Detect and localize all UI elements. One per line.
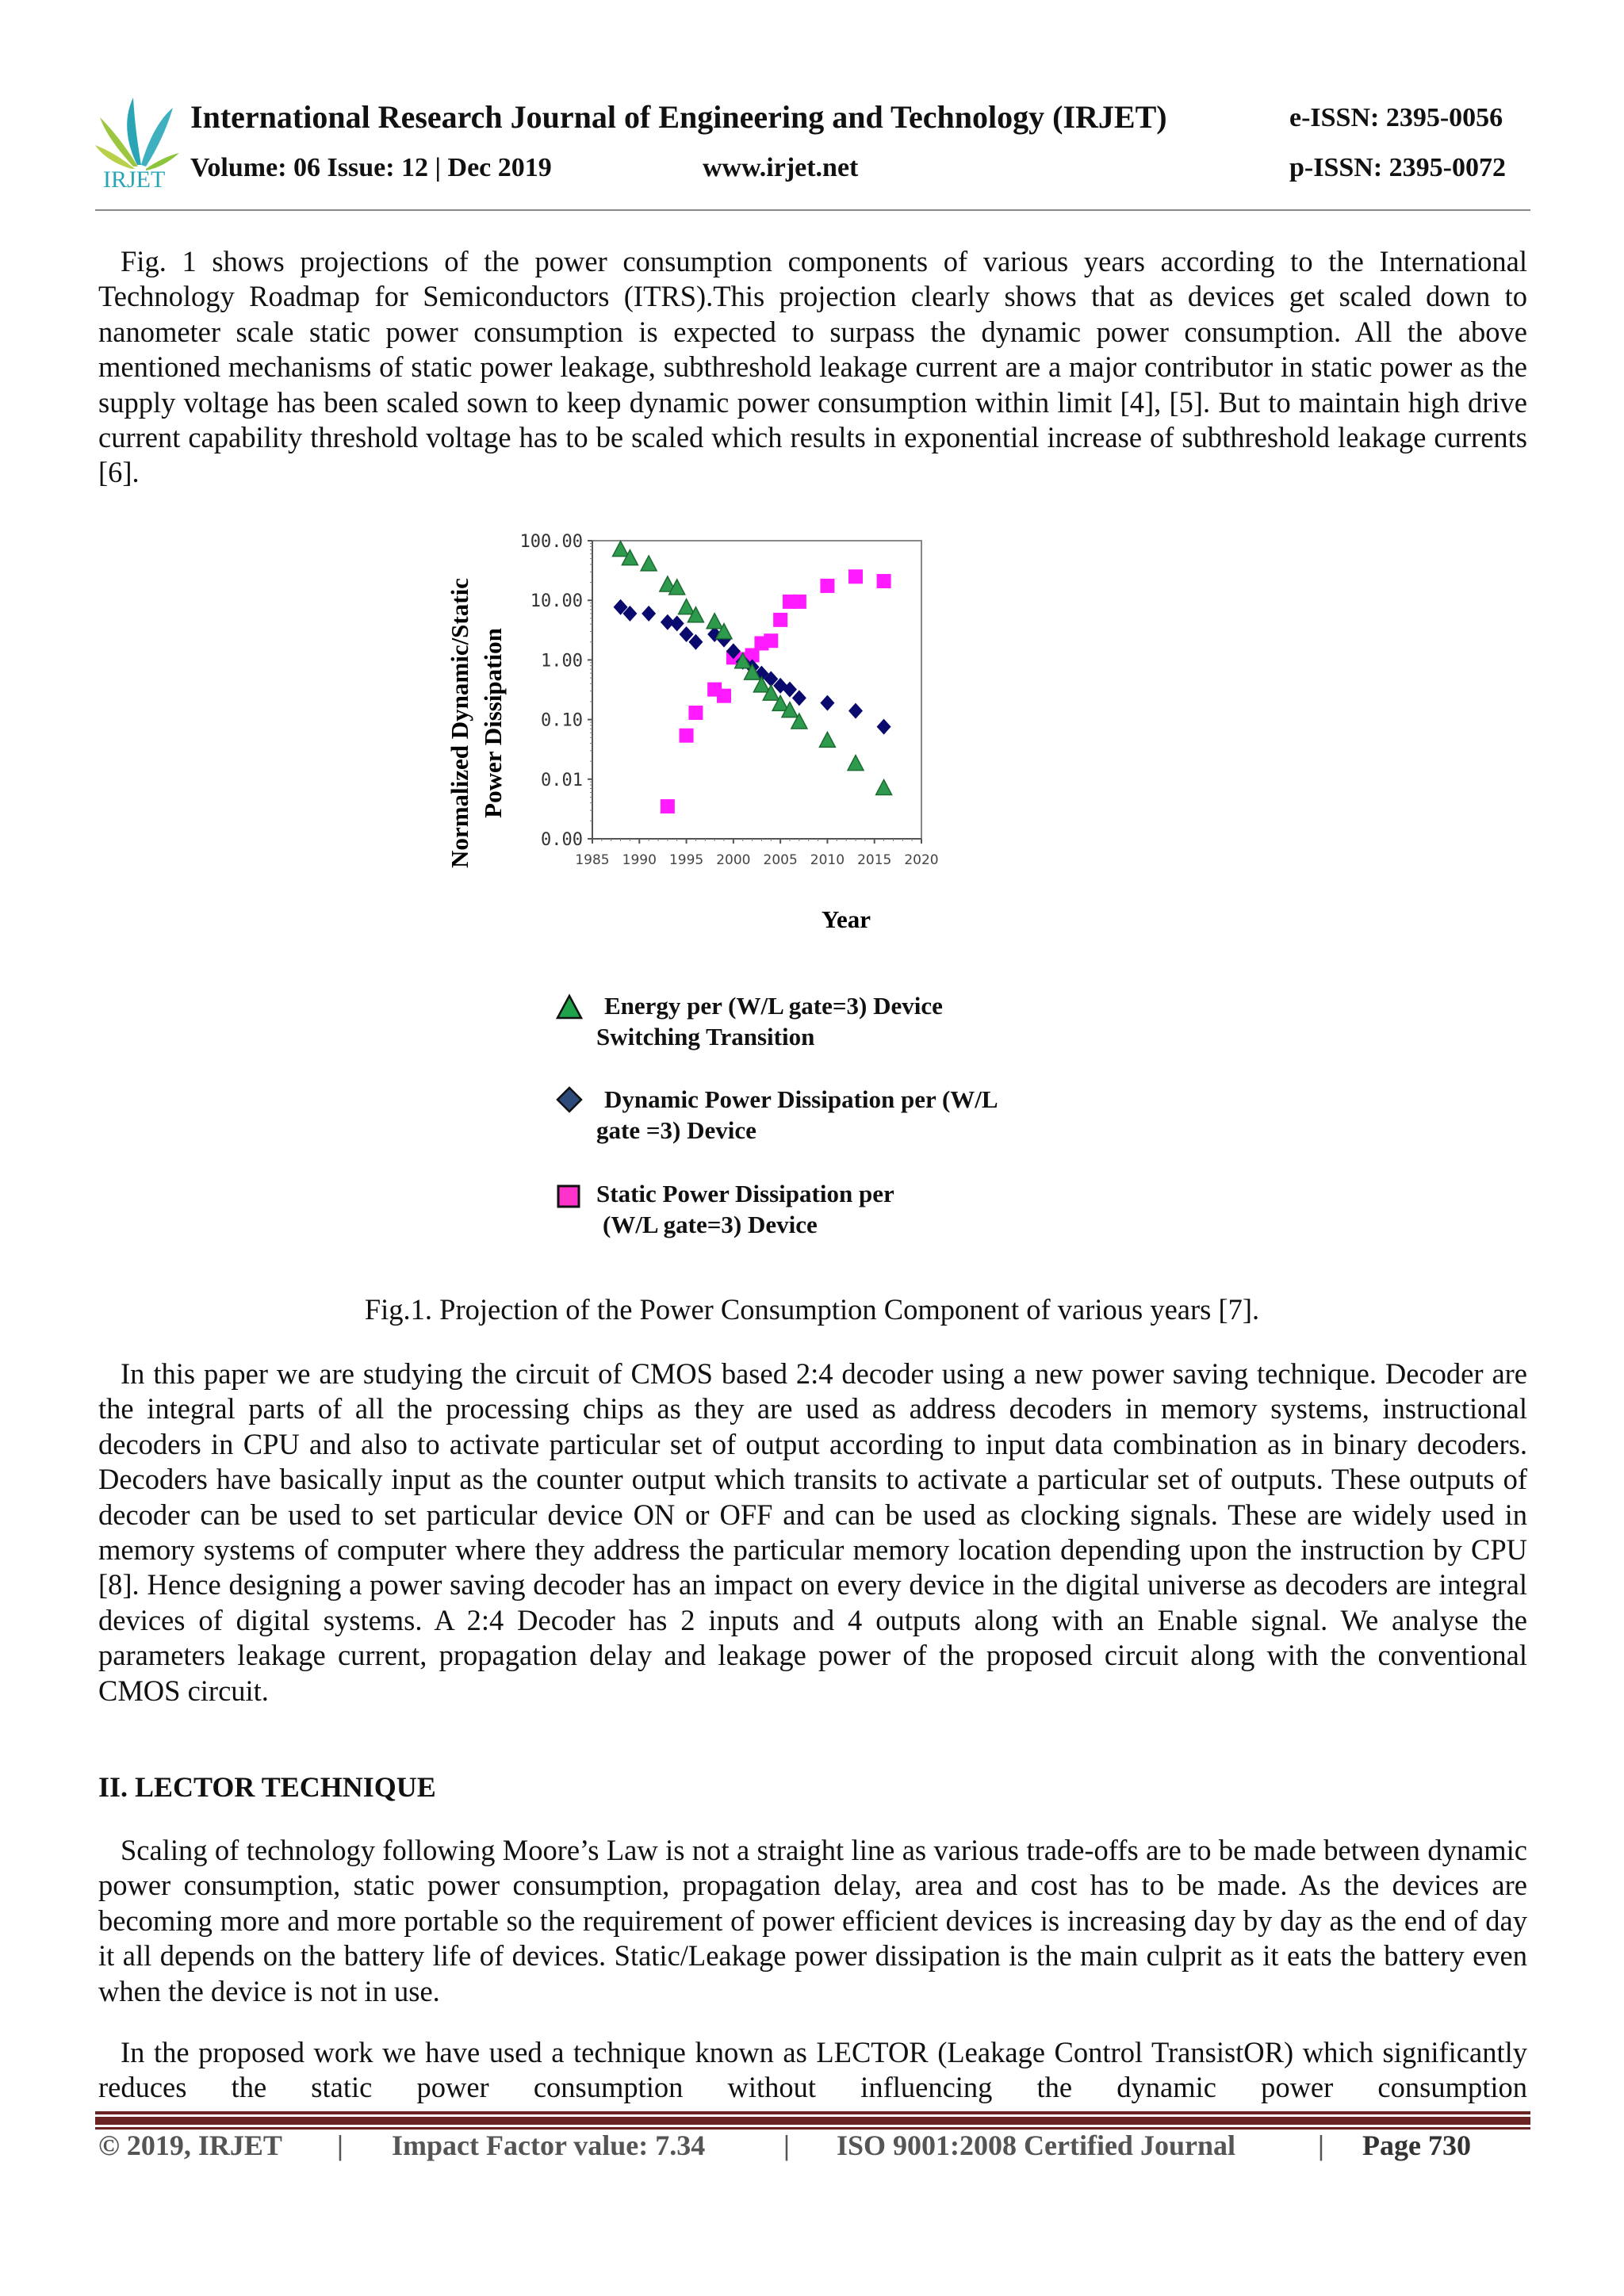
footer-page-number: Page 730 (1362, 2130, 1471, 2161)
legend-dynamic-label: Dynamic Power Dissipation per (W/L (604, 1085, 998, 1113)
legend-energy-label-2: Switching Transition (596, 1023, 815, 1050)
static-power-point (717, 689, 731, 703)
y-axis-label: Normalized Dynamic/Static (446, 578, 473, 868)
svg-text:IRJET: IRJET (103, 166, 166, 189)
paragraph-intro: Fig. 1 shows projections of the power consumption components of various years according to the International Technology Roadmap for Semiconductors (ITRS).This projection clearly shows that as devices get scaled down to nanometer scale static power consumption is expected to surpass the dynamic power consumption. All the above mentioned mechanisms of static power leakage, subthreshold leakage current are a major contributor in static power as the supply voltage has been scaled sown to keep dynamic power consumption within limit [4], [5]. But to maintain high drive current capability threshold voltage has to be scaled which results in exponential increase of subthreshold leakage currents [6]. (98, 245, 1527, 489)
p-issn: p-ISSN: 2395-0072 (1289, 153, 1506, 182)
footer-separator: | (783, 2130, 790, 2161)
header-divider (95, 209, 1530, 211)
e-issn: e-ISSN: 2395-0056 (1289, 103, 1503, 132)
section-heading: II. LECTOR TECHNIQUE (98, 1771, 436, 1803)
static-power-point (877, 574, 891, 588)
footer-copyright: © 2019, IRJET (98, 2130, 282, 2161)
y-tick-label: 0.00 (541, 830, 583, 850)
footer-iso: ISO 9001:2008 Certified Journal (837, 2130, 1235, 2161)
footer-separator: | (337, 2130, 343, 2161)
footer-separator: | (1318, 2130, 1324, 2161)
journal-title: International Research Journal of Engineering and Technology (IRJET) (190, 99, 1167, 135)
legend-square-icon (557, 1184, 582, 1210)
volume-issue: Volume: 06 Issue: 12 | Dec 2019 (190, 153, 552, 182)
static-power-point (661, 799, 675, 813)
x-axis-label: Year (822, 905, 871, 933)
x-tick-label: 2020 (904, 852, 939, 868)
footer-rule (95, 2117, 1530, 2125)
x-tick-label: 2005 (763, 852, 798, 868)
static-power-point (680, 729, 694, 743)
legend-dynamic-label-2: gate =3) Device (596, 1116, 756, 1144)
x-tick-label: 1990 (622, 852, 657, 868)
y-tick-label: 0.01 (541, 770, 583, 790)
static-power-point (688, 706, 703, 720)
x-tick-label: 1985 (575, 852, 610, 868)
website-link[interactable]: www.irjet.net (703, 153, 859, 182)
paragraph-scaling: Scaling of technology following Moore’s Law is not a straight line as various trade-offs are to be made between dynamic power consumption, static power consumption, propagation delay, area and cost has to be made. As the devices are becoming more and more portable so the requirement of power efficient devices is increasing day by day as the end of day it all depends on the battery life of devices. Static/Leakage power dissipation is the main culprit as it eats the battery even when the device is not in use. (98, 1834, 1527, 2007)
y-tick-label: 100.00 (519, 532, 583, 552)
footer-impact-factor: Impact Factor value: 7.34 (392, 2130, 706, 2161)
footer-rule-bottom (95, 2127, 1530, 2130)
static-power-point (764, 633, 778, 648)
x-tick-label: 2015 (857, 852, 892, 868)
legend-diamond-icon (555, 1086, 584, 1113)
figure-caption: Fig.1. Projection of the Power Consumption Component of various years [7]. (364, 1293, 1260, 1326)
y-tick-label: 1.00 (541, 651, 583, 672)
x-tick-label: 2000 (716, 852, 751, 868)
y-axis-label-2: Power Dissipation (479, 628, 507, 818)
legend-triangle-icon (555, 993, 584, 1020)
legend-static-label: Static Power Dissipation per (596, 1180, 894, 1207)
legend-static-label-2: (W/L gate=3) Device (603, 1211, 818, 1238)
power-projection-chart (428, 515, 1142, 959)
paragraph-decoder: In this paper we are studying the circuit of CMOS based 2:4 decoder using a new power saving technique. Decoder are the integral parts of all the processing chips as they are used as address decoders in memory systems, instructional decoders in CPU and also to activate particular set of output according to input data combination as in binary decoders. Decoders have basically input as the counter output which transits to activate a particular set of outputs. These outputs of decoder can be used to set particular device ON or OFF and can be used as clocking signals. These are widely used in memory systems of computer where they address the particular memory location depending upon the instruction by CPU [8]. Hence designing a power saving decoder has an impact on every device in the digital universe as decoders are integral devices of digital systems. A 2:4 Decoder has 2 inputs and 4 outputs along with an Enable signal. We analyse the parameters leakage current, propagation delay and leakage power of the proposed circuit along with the conventional CMOS circuit. (98, 1357, 1527, 1707)
static-power-point (820, 579, 834, 593)
x-tick-label: 1995 (668, 852, 704, 868)
footer-rule-top (95, 2111, 1530, 2114)
y-tick-label: 0.10 (541, 710, 583, 731)
static-power-point (773, 613, 787, 627)
y-tick-label: 10.00 (530, 591, 583, 612)
static-power-point (792, 595, 806, 609)
irjet-logo (94, 94, 181, 189)
paragraph-lector: In the proposed work we have used a technique known as LECTOR (Leakage Control TransistOR) which significantly reduces the static power consumption without influencing the dynamic power consumption (98, 2036, 1527, 2104)
x-tick-label: 2010 (810, 852, 845, 868)
static-power-point (848, 569, 863, 584)
legend-energy-label: Energy per (W/L gate=3) Device (604, 992, 943, 1020)
